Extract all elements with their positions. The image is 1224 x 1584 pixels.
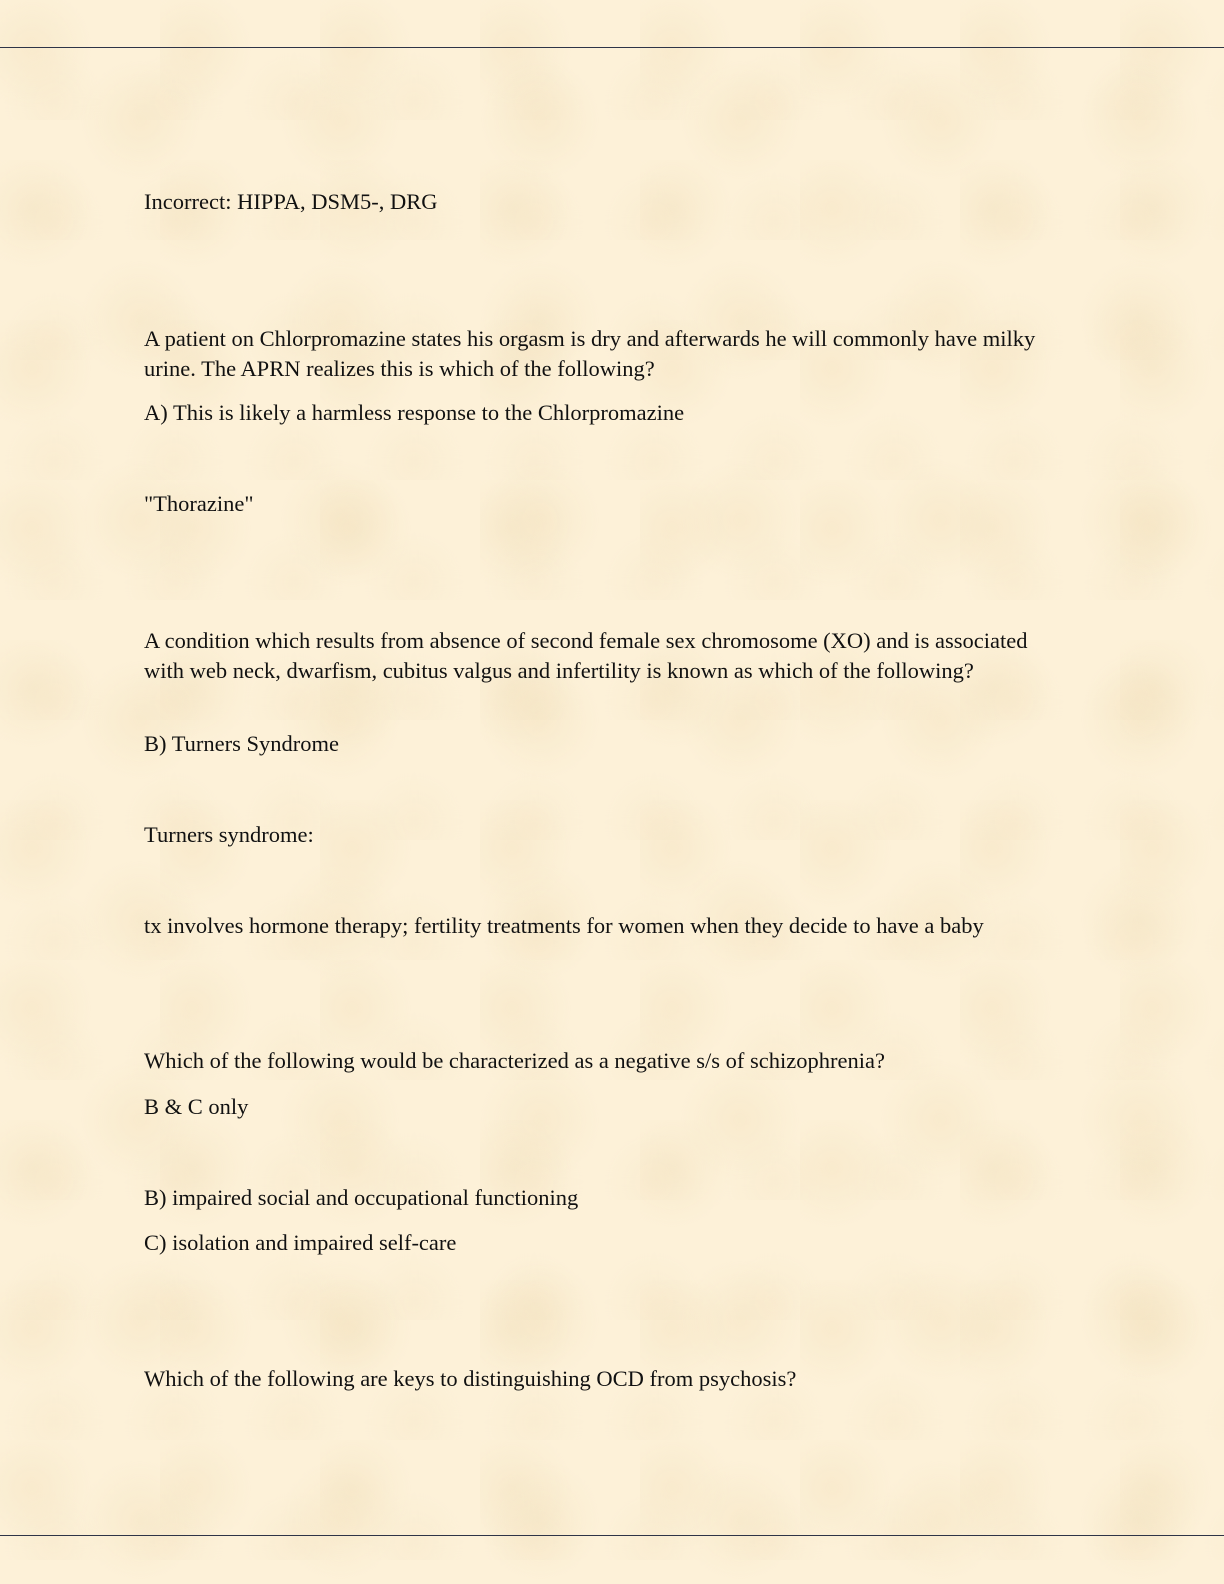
question-ocd: Which of the following are keys to distinguishing OCD from psychosis? (144, 1366, 797, 1391)
answer-option-c: C) isolation and impaired self-care (144, 1230, 457, 1255)
incorrect-answers-note: Incorrect: HIPPA, DSM5-, DRG (144, 189, 438, 214)
header-rule (0, 47, 1224, 48)
answer-chlorpromazine: A) This is likely a harmless response to the Chlorpromazine (144, 400, 685, 425)
note-thorazine: "Thorazine" (144, 491, 254, 516)
question-chlorpromazine: A patient on Chlorpromazine states his orgasm is dry and afterwards he will commonly have milky urine. The APRN realizes this is which of the following? (144, 326, 1036, 381)
footer-rule (0, 1535, 1224, 1536)
answer-option-b: B) impaired social and occupational functioning (144, 1185, 579, 1210)
question-turners: A condition which results from absence of second female sex chromosome (XO) and is associated with web neck, dwarfism, cubitus valgus and infertility is known as which of the following? (144, 628, 1028, 683)
note-turners-treatment: tx involves hormone therapy; fertility treatments for women when they decide to have a baby (144, 913, 984, 938)
question-schizophrenia: Which of the following would be characterized as a negative s/s of schizophrenia? (144, 1048, 885, 1073)
note-turners-heading: Turners syndrome: (144, 822, 314, 847)
answer-turners: B) Turners Syndrome (144, 731, 340, 756)
answer-schizophrenia: B & C only (144, 1094, 249, 1119)
